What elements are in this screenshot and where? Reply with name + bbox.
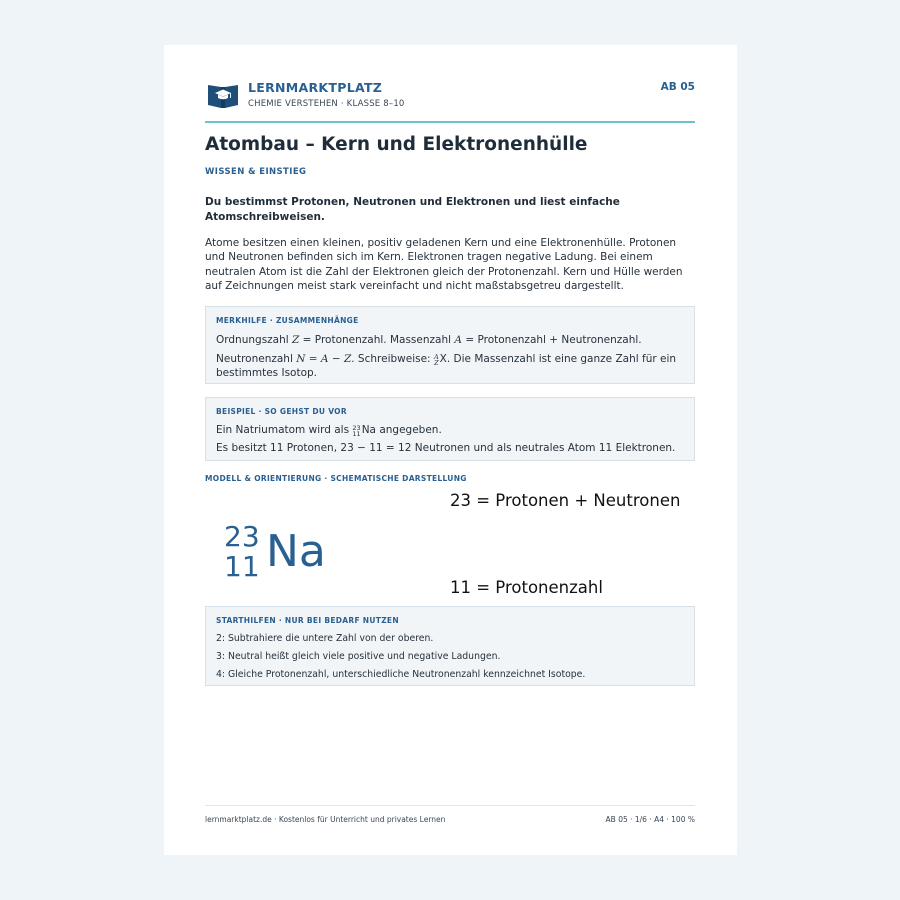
merkhilfe-text: . Schreibweise: bbox=[351, 353, 431, 365]
notation-symbol: X bbox=[439, 353, 447, 365]
beispiel-text: Ein Natriumatom wird als bbox=[216, 424, 350, 436]
page-content bbox=[205, 45, 695, 855]
hint-item: 4: Gleiche Protonenzahl, unterschiedliche Neutronenzahl kennzeichnet Isotope. bbox=[216, 669, 586, 680]
math-var-z: Z bbox=[292, 334, 300, 346]
hints-label: STARTHILFEN · NUR BEI BEDARF NUTZEN bbox=[216, 616, 399, 625]
sheet-id: AB 05 bbox=[660, 81, 695, 93]
page-title: Atombau – Kern und Elektronenhülle bbox=[205, 134, 588, 155]
math-var-a: A bbox=[454, 334, 462, 346]
isotope-atomic-number: 11 bbox=[224, 550, 260, 583]
worksheet-page bbox=[164, 45, 737, 855]
merkhilfe-text: Ordnungszahl bbox=[216, 334, 289, 346]
model-section-label: MODELL & ORIENTIERUNG · SCHEMATISCHE DARSTELLUNG bbox=[205, 474, 467, 483]
header-divider bbox=[205, 121, 695, 123]
beispiel-label: BEISPIEL · SO GEHST DU VOR bbox=[216, 407, 347, 416]
math-equation: N = A − Z bbox=[296, 353, 352, 365]
merkhilfe-line-2 bbox=[216, 352, 684, 367]
beispiel-line-1 bbox=[216, 423, 684, 438]
beispiel-text: Es besitzt 11 Protonen, bbox=[216, 442, 338, 454]
beispiel-text: angegeben. bbox=[379, 424, 442, 436]
merkhilfe-line-3: bestimmtes Isotop. bbox=[216, 367, 318, 379]
footer-divider bbox=[205, 805, 695, 806]
notation-sub: Z bbox=[434, 359, 439, 367]
merkhilfe-text: Neutronenzahl bbox=[216, 353, 293, 365]
learning-goal: Du bestimmst Protonen, Neutronen und Elektronen und liest einfache Atomschreibweisen. bbox=[205, 196, 620, 223]
notation-sup: A bbox=[433, 352, 439, 361]
notation-fraction bbox=[434, 354, 439, 367]
isotope-symbol: Na bbox=[266, 526, 326, 577]
notation-sup: 23 bbox=[352, 423, 361, 432]
beispiel-box bbox=[205, 397, 695, 461]
hint-item: 2: Subtrahiere die untere Zahl von der oberen. bbox=[216, 633, 434, 644]
hints-box bbox=[205, 606, 695, 686]
merkhilfe-text: = Protonenzahl. Massenzahl bbox=[302, 334, 452, 346]
merkhilfe-box bbox=[205, 306, 695, 384]
hint-item: 3: Neutral heißt gleich viele positive und negative Ladungen. bbox=[216, 651, 501, 662]
math-equation: 23 − 11 = 12 bbox=[340, 442, 412, 454]
annotation-protons: 11 = Protonenzahl bbox=[450, 578, 603, 597]
beispiel-text: Neutronen und als neutrales Atom 11 Elektronen. bbox=[414, 442, 676, 454]
brand-subtitle: CHEMIE VERSTEHEN · KLASSE 8–10 bbox=[248, 99, 405, 109]
book-graduation-cap-icon bbox=[207, 81, 239, 109]
isotope-mass-number: 23 bbox=[224, 520, 260, 553]
merkhilfe-line-1 bbox=[216, 333, 684, 347]
isotope-model bbox=[205, 485, 695, 605]
intro-paragraph: Atome besitzen einen kleinen, positiv geladenen Kern und eine Elektronenhülle. Protonen und Neutronen befinden sich im Kern. Elektronen tragen negative Ladung. Bei einem neutralen Atom ist die Zahl der Elektronen gleich der Protonenzahl. Kern und Hülle werden auf Zeichnungen meist stark vereinfacht und nicht maßstabsgetreu dargestellt. bbox=[205, 237, 683, 293]
brand-name: LERNMARKTPLATZ bbox=[248, 80, 383, 95]
footer-left: lernmarktplatz.de · Kostenlos für Unterricht und privates Lernen bbox=[205, 815, 446, 824]
merkhilfe-text: . Die Massenzahl ist eine ganze Zahl für ein bbox=[446, 353, 677, 365]
merkhilfe-text: = Protonenzahl + Neutronenzahl. bbox=[465, 334, 642, 346]
notation-sub: 11 bbox=[352, 430, 361, 438]
footer-right: AB 05 · 1/6 · A4 · 100 % bbox=[605, 815, 695, 824]
merkhilfe-label: MERKHILFE · ZUSAMMENHÄNGE bbox=[216, 316, 359, 325]
section-kicker: WISSEN & EINSTIEG bbox=[205, 167, 307, 177]
notation-fraction bbox=[352, 425, 360, 438]
page-header bbox=[205, 81, 695, 121]
notation-symbol: Na bbox=[361, 424, 376, 436]
beispiel-line-2 bbox=[216, 441, 684, 455]
annotation-mass: 23 = Protonen + Neutronen bbox=[450, 491, 681, 510]
